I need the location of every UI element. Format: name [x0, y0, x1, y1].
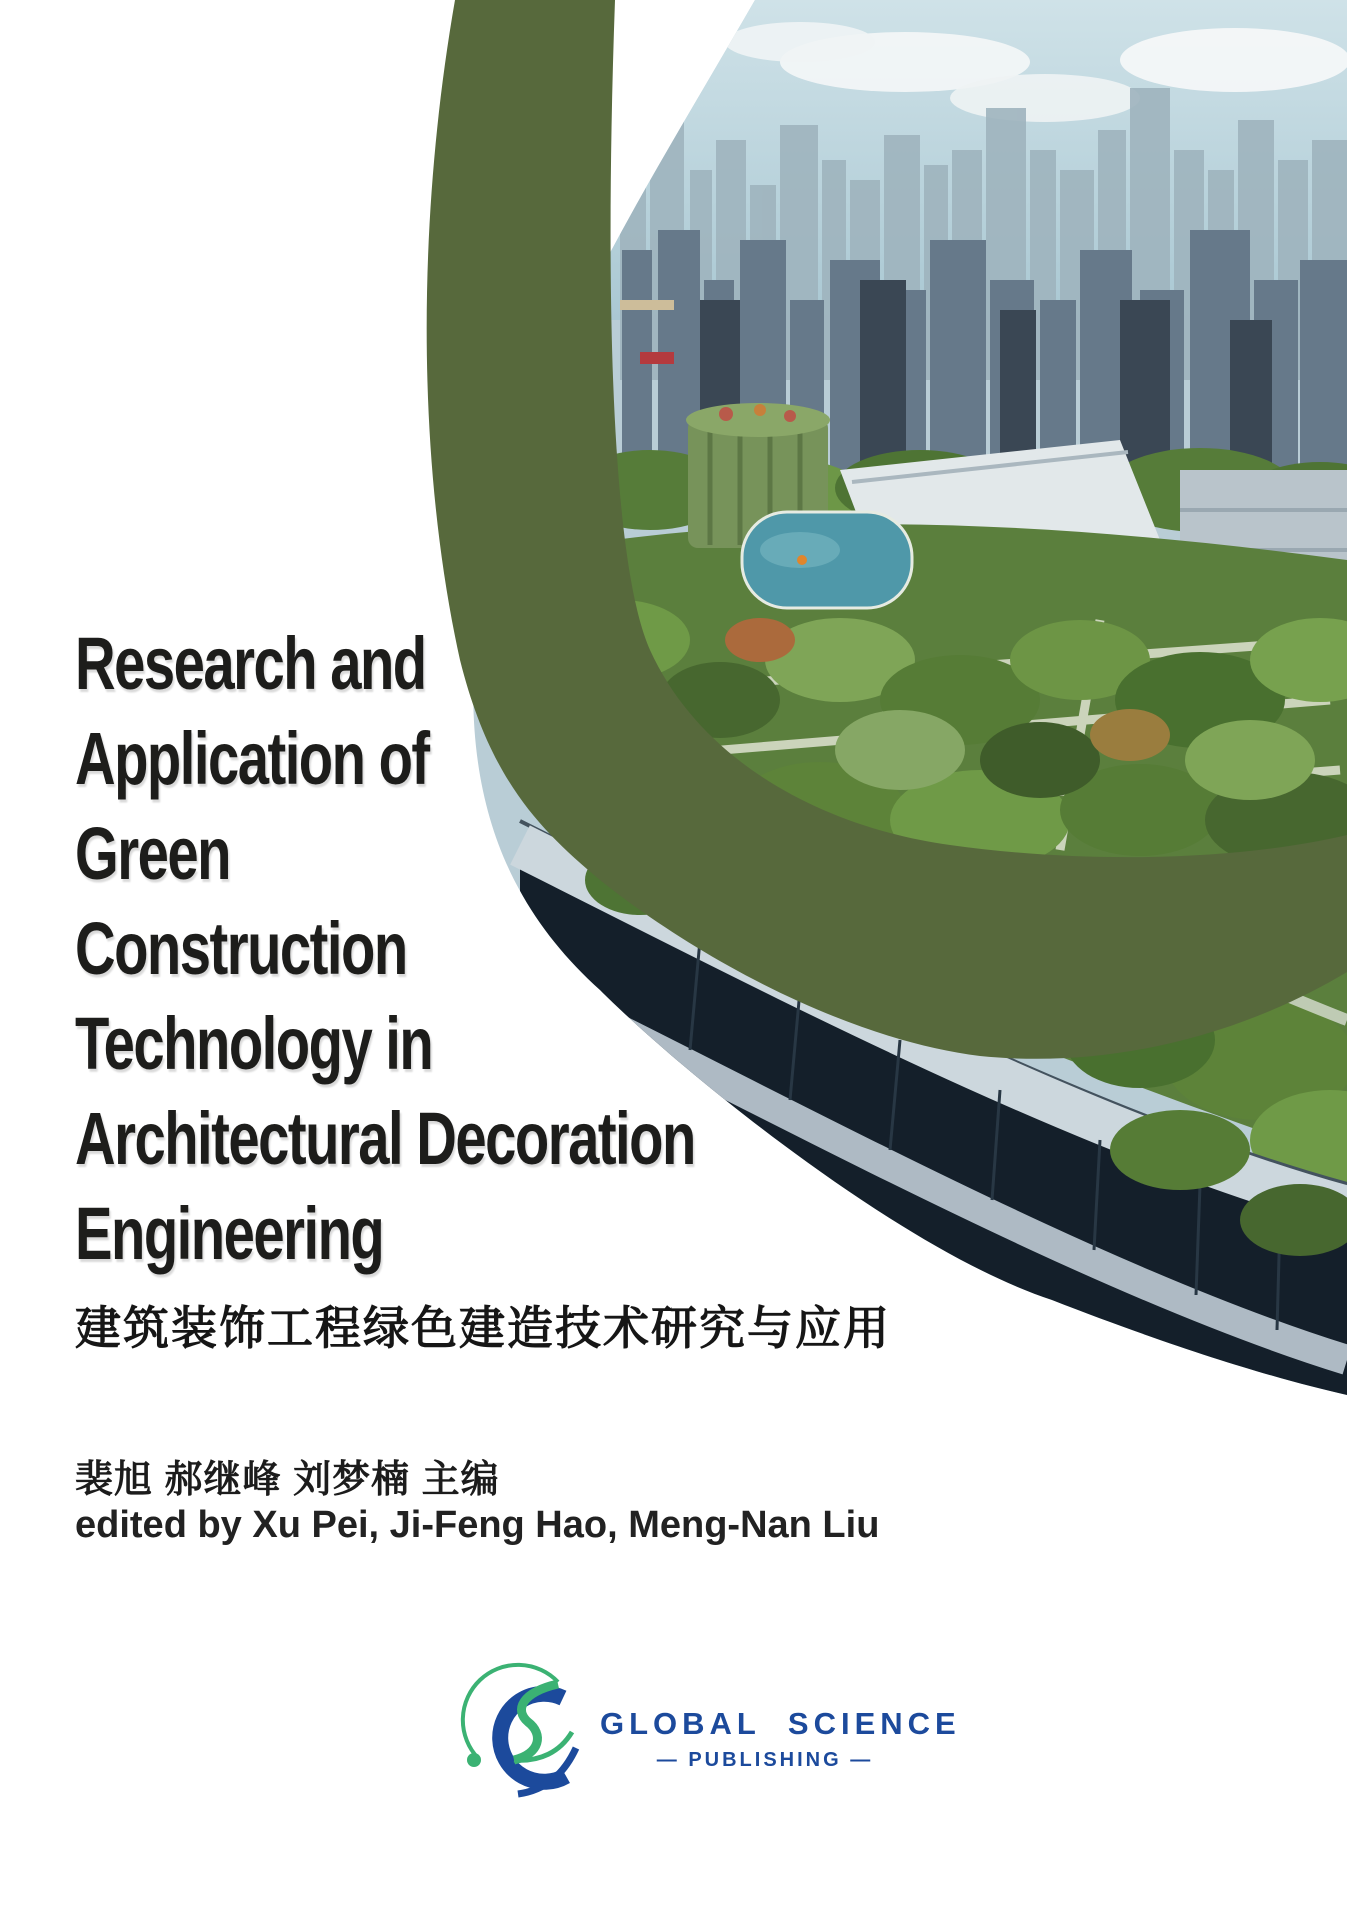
subtitle-chinese: 建筑装饰工程绿色建造技术研究与应用 — [75, 1302, 891, 1354]
gs-monogram-icon — [460, 1662, 600, 1802]
title-line-2: Application of — [75, 717, 429, 800]
publisher-subline: — PUBLISHING — — [656, 1749, 874, 1771]
page-title — [75, 616, 891, 1281]
title-line-5: Technology in — [75, 1002, 433, 1085]
authors-chinese: 裴旭 郝继峰 刘梦楠 主编 — [75, 1459, 500, 1501]
title-line-4: Construction — [75, 907, 407, 990]
publisher-logo — [460, 1662, 960, 1802]
title-line-1: Research and — [75, 622, 426, 705]
title-line-3: Green — [75, 812, 230, 895]
editors-english: edited by Xu Pei, Ji-Feng Hao, Meng-Nan Liu — [75, 1504, 880, 1546]
publisher-wordmark: GLOBAL SCIENCE — [600, 1706, 961, 1741]
title-line-6: Architectural Decoration — [75, 1097, 695, 1180]
title-line-7: Engineering — [75, 1192, 384, 1275]
